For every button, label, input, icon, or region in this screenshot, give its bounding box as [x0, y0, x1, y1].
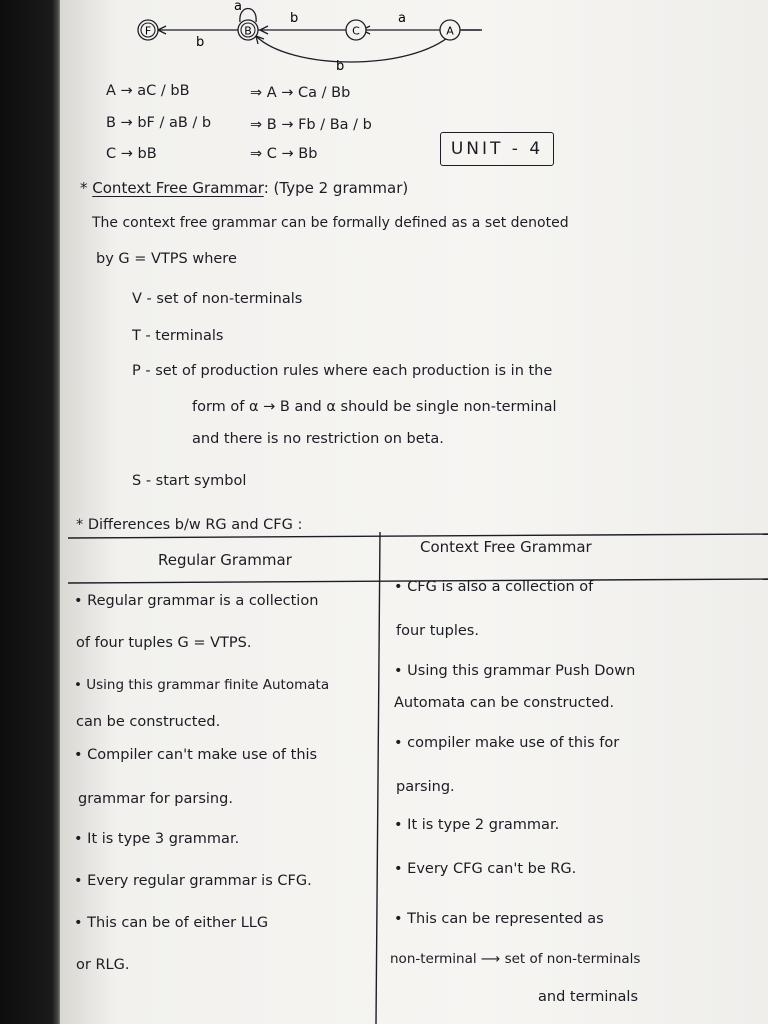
production-right-a: ⇒ A → Ca / Bb	[250, 85, 351, 101]
cfg-item-v: V - set of non-terminals	[132, 291, 303, 307]
col2-header: Context Free Grammar	[420, 538, 592, 556]
rg-line-3: • Using this grammar finite Automata	[74, 677, 330, 693]
cfg-item-p-cont-1: form of α → B and α should be single non-terminal	[192, 399, 557, 415]
notebook-binding	[0, 0, 60, 1024]
rg-line-4: can be constructed.	[76, 714, 221, 730]
edge-label-a-b: b	[336, 59, 345, 74]
edge-label-loop: a	[234, 0, 242, 14]
rg-line-9: • This can be of either LLG	[74, 915, 269, 931]
edge-label-f-b: b	[196, 35, 205, 50]
rg-line-10: or RLG.	[76, 957, 130, 973]
svg-text:F: F	[144, 24, 152, 38]
rg-line-7: • It is type 3 grammar.	[74, 831, 240, 847]
svg-text:C: C	[352, 24, 360, 38]
cfg-line-3: • Using this grammar Push Down	[394, 663, 636, 679]
col1-header: Regular Grammar	[158, 551, 292, 569]
cfg-intro-line-1: The context free grammar can be formally defined as a set denoted	[92, 215, 569, 231]
cfg-item-p: P - set of production rules where each production is in the	[132, 363, 553, 379]
production-left-c: C → bB	[106, 146, 157, 162]
edge-label-b-c: b	[290, 11, 299, 26]
rg-line-6: grammar for parsing.	[78, 791, 233, 807]
cfg-line-1: • CFG is also a collection of	[394, 579, 594, 595]
production-right-c: ⇒ C → Bb	[250, 146, 318, 162]
svg-text:B: B	[244, 24, 252, 38]
cfg-line-11: and terminals	[538, 989, 639, 1005]
rg-line-8: • Every regular grammar is CFG.	[74, 873, 312, 889]
rg-line-1: • Regular grammar is a collection	[74, 593, 319, 609]
cfg-line-6: parsing.	[396, 779, 455, 795]
cfg-line-8: • Every CFG can't be RG.	[394, 861, 577, 877]
rg-line-5: • Compiler can't make use of this	[74, 747, 318, 763]
differences-heading: * Differences b/w RG and CFG :	[76, 517, 303, 533]
cfg-line-4: Automata can be constructed.	[394, 695, 615, 711]
cfg-line-5: • compiler make use of this for	[394, 735, 620, 751]
unit-label: UNIT - 4	[440, 132, 554, 166]
cfg-intro-line-2: by G = VTPS where	[96, 251, 237, 267]
notebook-page	[60, 0, 768, 1024]
edge-label-c-a: a	[398, 11, 406, 26]
svg-text:A: A	[446, 24, 454, 38]
production-right-b: ⇒ B → Fb / Ba / b	[250, 117, 372, 133]
cfg-line-2: four tuples.	[396, 623, 479, 639]
production-left-a: A → aC / bB	[106, 83, 190, 99]
cfg-line-10: non-terminal ⟶ set of non-terminals	[390, 951, 641, 967]
cfg-item-t: T - terminals	[132, 328, 224, 344]
production-left-b: B → bF / aB / b	[106, 115, 212, 131]
cfg-line-9: • This can be represented as	[394, 911, 604, 927]
cfg-bullet: *	[80, 179, 88, 197]
rg-line-2: of four tuples G = VTPS.	[76, 635, 252, 651]
cfg-subheading: : (Type 2 grammar)	[263, 179, 409, 197]
cfg-line-7: • It is type 2 grammar.	[394, 817, 560, 833]
cfg-item-p-cont-2: and there is no restriction on beta.	[192, 431, 444, 447]
cfg-item-s: S - start symbol	[132, 473, 247, 489]
cfg-heading: Context Free Grammar	[92, 179, 264, 197]
